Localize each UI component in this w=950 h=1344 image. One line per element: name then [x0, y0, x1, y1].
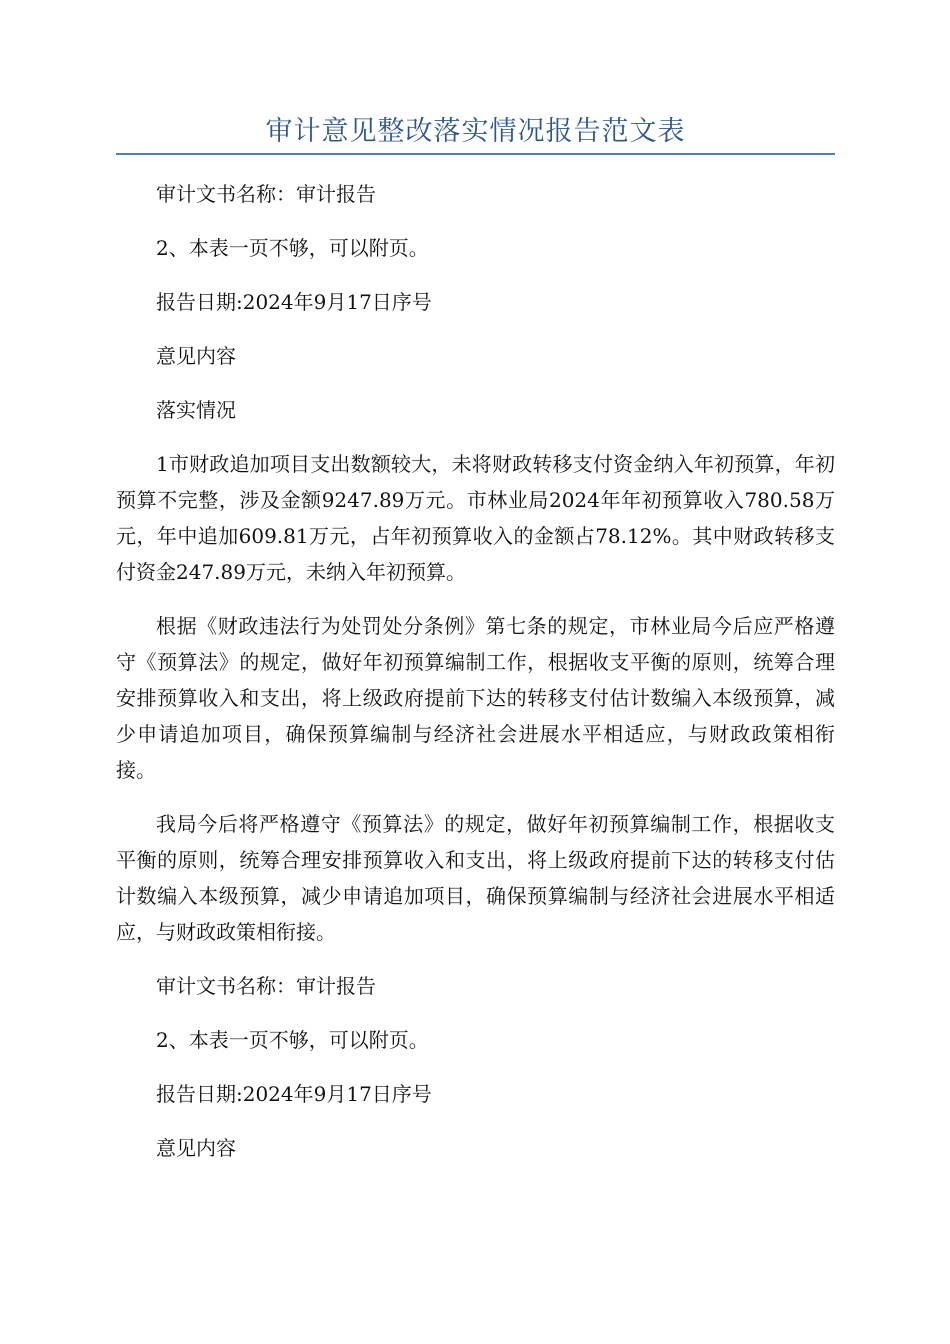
document-title: 审计意见整改落实情况报告范文表 [265, 116, 686, 147]
opinion-content-label-repeat: 意见内容 [156, 1136, 236, 1160]
document-body [116, 176, 835, 1184]
opinion-content-label: 意见内容 [156, 344, 236, 368]
attachment-note: 2、本表一页不够，可以附页。 [156, 236, 429, 260]
report-date: 报告日期:2024年9月17日序号 [156, 290, 432, 314]
title-underline [116, 153, 835, 155]
implementation-status-label: 落实情况 [156, 398, 236, 422]
attachment-note-repeat: 2、本表一页不够，可以附页。 [156, 1028, 429, 1052]
audit-opinion-paragraph: 根据《财政违法行为处罚处分条例》第七条的规定，市林业局今后应严格遵守《预算法》的规定，做好年初预算编制工作，根据收支平衡的原则，统筹合理安排预算收入和支出，将上级政府提前下达的转移支付估计数编入本级预算，减少申请追加项目，确保预算编制与经济社会进展水平相适应，与财政政策相衔接。 [116, 614, 835, 782]
report-date-repeat: 报告日期:2024年9月17日序号 [156, 1082, 432, 1106]
finding-paragraph: 1市财政追加项目支出数额较大，未将财政转移支付资金纳入年初预算，年初预算不完整，涉及金额9247.89万元。市林业局2024年年初预算收入780.58万元，年中追加609.81万元，占年初预算收入的金额占78.12%。其中财政转移支付资金247.89万元，未纳入年初预算。 [116, 452, 835, 584]
rectification-paragraph: 我局今后将严格遵守《预算法》的规定，做好年初预算编制工作，根据收支平衡的原则，统筹合理安排预算收入和支出，将上级政府提前下达的转移支付估计数编入本级预算，减少申请追加项目，确保预算编制与经济社会进展水平相适应，与财政政策相衔接。 [116, 812, 835, 944]
audit-document-name: 审计文书名称：审计报告 [156, 182, 376, 206]
audit-document-name-repeat: 审计文书名称：审计报告 [156, 974, 376, 998]
